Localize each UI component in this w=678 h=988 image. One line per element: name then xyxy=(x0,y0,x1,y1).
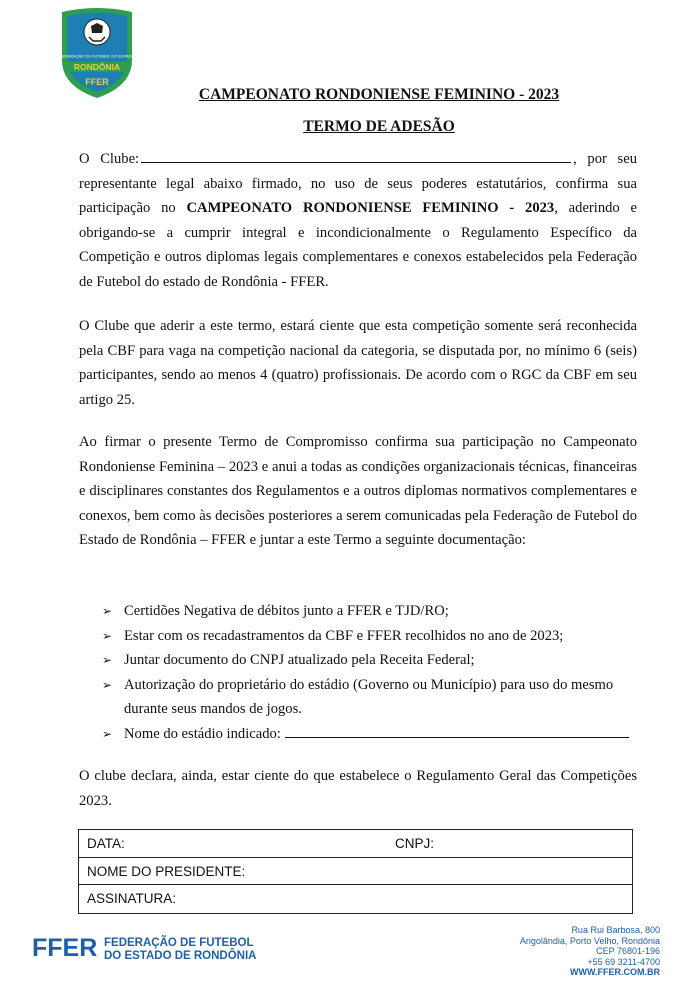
footer-address: Rua Rui Barbosa, 800 Arigolândia, Porto Velho, Rondônia CEP 76801-196 +55 69 3211-4700 WWW.FFER.COM.BR xyxy=(519,925,660,977)
date-cnpj-row[interactable] xyxy=(79,830,632,858)
p1-bold-championship: CAMPEONATO RONDONIENSE FEMININO - 2023 xyxy=(186,200,555,217)
arrow-bullet-icon: ➢ xyxy=(102,604,113,618)
p1-rest: , aderindo e obrigando-se a cumprir integral e incondicionalmente o Regulamento Específico da Competição e outros diplomas legais complementares e conexos estabelecidos pela Federação de Futebol do estado de Rondônia - FFER. xyxy=(79,200,637,290)
paragraph-club-confirmation xyxy=(79,147,637,295)
list-item: ➢ Autorização do proprietário do estádio (Governo ou Município) para uso do mesmo durante seus mandos de jogos. xyxy=(102,673,642,722)
document-title: CAMPEONATO RONDONIENSE FEMININO - 2023 xyxy=(198,86,560,103)
president-label: NOME DO PRESIDENTE: xyxy=(87,863,246,879)
paragraph-cbf-recognition: O Clube que aderir a este termo, estará ciente que esta competição somente será reconhecida pela CBF para vaga na competição nacional da categoria, se disputada por, no mínimo 6 (seis) participantes, sendo ao menos 4 (quatro) profissionais. De acordo com o RGC da CBF em seu artigo 25. xyxy=(79,318,637,408)
logo-top-text: FEDERAÇÃO DE FUTEBOL DO ESTADO xyxy=(59,53,135,59)
logo-state-text: RONDÔNIA xyxy=(73,62,121,72)
document-subtitle: TERMO DE ADESÃO xyxy=(303,118,455,135)
signature-label: ASSINATURA: xyxy=(87,891,177,906)
logo-ffer-text: FFER xyxy=(85,77,109,87)
list-item-stadium: ➢ Nome do estádio indicado: xyxy=(102,722,642,747)
footer-website-link[interactable]: WWW.FFER.COM.BR xyxy=(570,967,660,977)
president-name-row[interactable] xyxy=(79,858,632,886)
paragraph-declaration: O clube declara, ainda, estar ciente do que estabelece o Regulamento Geral das Competições 2023. xyxy=(79,768,637,809)
list-item: ➢ Estar com os recadastramentos da CBF e FFER recolhidos no ano de 2023; xyxy=(102,624,642,649)
arrow-bullet-icon: ➢ xyxy=(102,628,113,643)
p1-text: , por seu representante legal abaixo firmado, no uso de seus poderes estatutários, confirma sua participação no xyxy=(79,151,637,217)
list-item: ➢ Certidões Negativa de débitos junto a FFER e TJD/RO; xyxy=(102,599,642,624)
cnpj-label: CNPJ: xyxy=(395,836,435,851)
footer-federation-name: FEDERAÇÃO DE FUTEBOL DO ESTADO DE RONDÔNIA xyxy=(104,937,257,962)
signature-form xyxy=(78,829,633,914)
footer-ffer-logo: FFER xyxy=(32,934,98,962)
arrow-bullet-icon: ➢ xyxy=(102,677,113,692)
arrow-bullet-icon: ➢ xyxy=(102,726,113,741)
date-label: DATA: xyxy=(87,836,125,851)
documentation-list xyxy=(102,599,642,747)
club-name-blank[interactable] xyxy=(141,151,571,163)
club-label: O Clube: xyxy=(79,151,140,167)
arrow-bullet-icon: ➢ xyxy=(102,653,113,668)
signature-row[interactable] xyxy=(79,885,632,913)
stadium-name-blank[interactable] xyxy=(285,726,629,738)
list-item: ➢ Juntar documento do CNPJ atualizado pela Receita Federal; xyxy=(102,648,642,673)
paragraph-commitment: Ao firmar o presente Termo de Compromisso confirma sua participação no Campeonato Rondoniense Feminina – 2023 e anui a todas as condições organizacionais técnicas, financeiras e disciplinares constantes dos Regulamentos e a outros diplomas normativos complementares e conexos, bem como às decisões posteriores a serem comunicadas pela Federação de Futebol do Estado de Rondônia – FFER e juntar a este Termo a seguinte documentação: xyxy=(79,434,637,549)
